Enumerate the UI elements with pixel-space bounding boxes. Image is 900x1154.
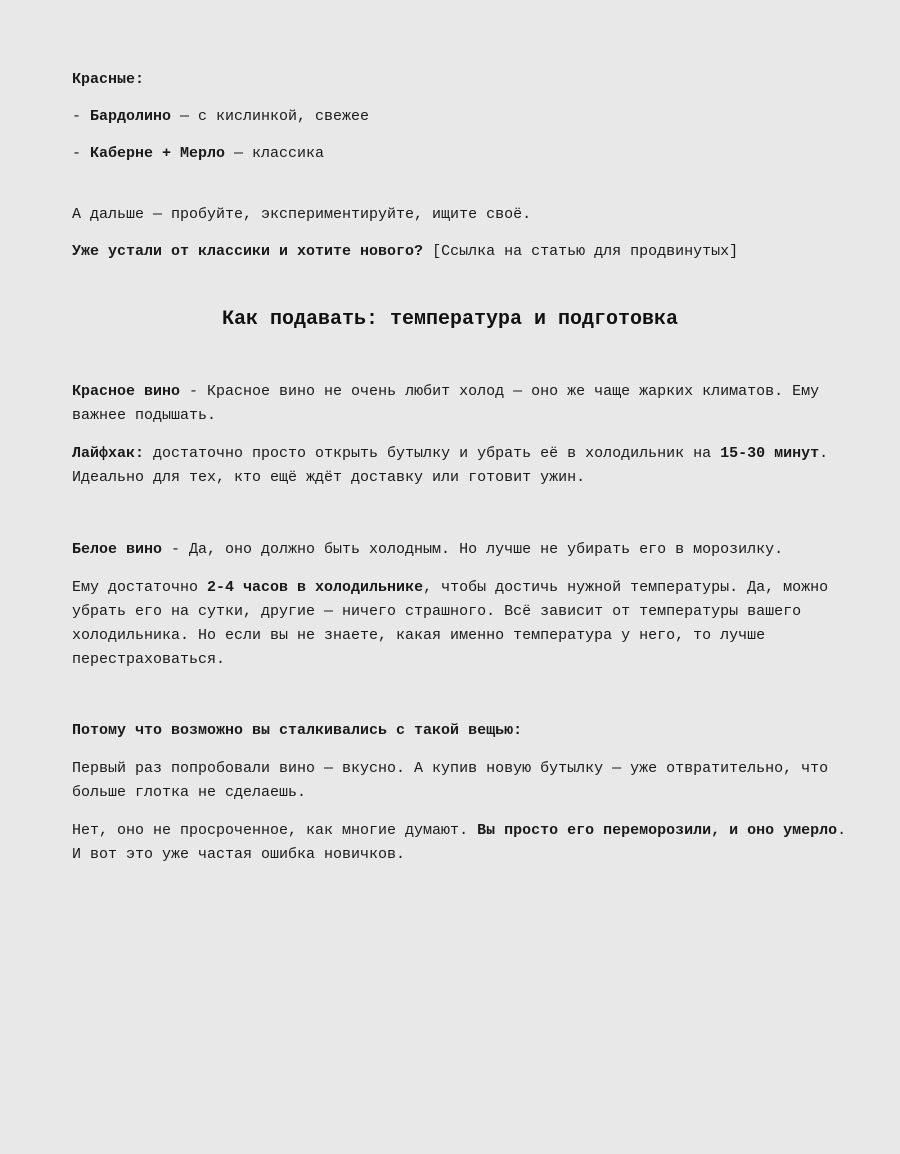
- white-wine-label: Белое вино: [72, 541, 163, 558]
- section-heading: Как подавать: температура и подготовка: [221, 308, 679, 331]
- wine-name: Бардолино: [90, 108, 172, 125]
- why-heading: Потому что возможно вы сталкивались с такой вещью:: [72, 722, 523, 739]
- white-wine-details: Ему достаточно 2-4 часов в холодильнике, чтобы достичь нужной температуры. Да, можно убрать его на сутки, другие — ничего страшного. Всё зависит от температуры вашего холодильника. Но если вы не знаете, какая именно температура у него, то лучше перестраховаться.: [72, 579, 829, 668]
- advanced-article-link[interactable]: [Ссылка на статью для продвинутых]: [423, 243, 739, 260]
- wine-name: Каберне + Мерло: [90, 145, 226, 162]
- why-paragraph-2: Нет, оно не просроченное, как многие думают. Вы просто его переморозили, и оно умерло. И вот это уже частая ошибка новичков.: [72, 822, 847, 863]
- red-wine-label: Красное вино: [72, 383, 181, 400]
- why-paragraph-1: Первый раз попробовали вино — вкусно. А купив новую бутылку — уже отвратительно, что больше глотка не сделаешь.: [72, 760, 829, 801]
- red-wine-paragraph: Красное вино - Красное вино не очень любит холод — оно же чаще жарких климатов. Ему важнее подышать.: [72, 383, 820, 424]
- white-wine-paragraph: Белое вино - Да, оно должно быть холодным. Но лучше не убирать его в морозилку.: [72, 541, 784, 558]
- lifehack-paragraph: Лайфхак: достаточно просто открыть бутылку и убрать её в холодильник на 15-30 минут. Идеально для тех, кто ещё ждёт доставку или готовит ужин.: [72, 445, 829, 486]
- list-item: - Бардолино — с кислинкой, свежее: [72, 108, 370, 125]
- list-item: - Каберне + Мерло — классика: [72, 145, 325, 162]
- reds-title: Красные:: [72, 71, 145, 88]
- outro-question: Уже устали от классики и хотите нового? [Ссылка на статью для продвинутых]: [72, 243, 739, 260]
- outro-line: А дальше — пробуйте, экспериментируйте, ищите своё.: [72, 206, 532, 223]
